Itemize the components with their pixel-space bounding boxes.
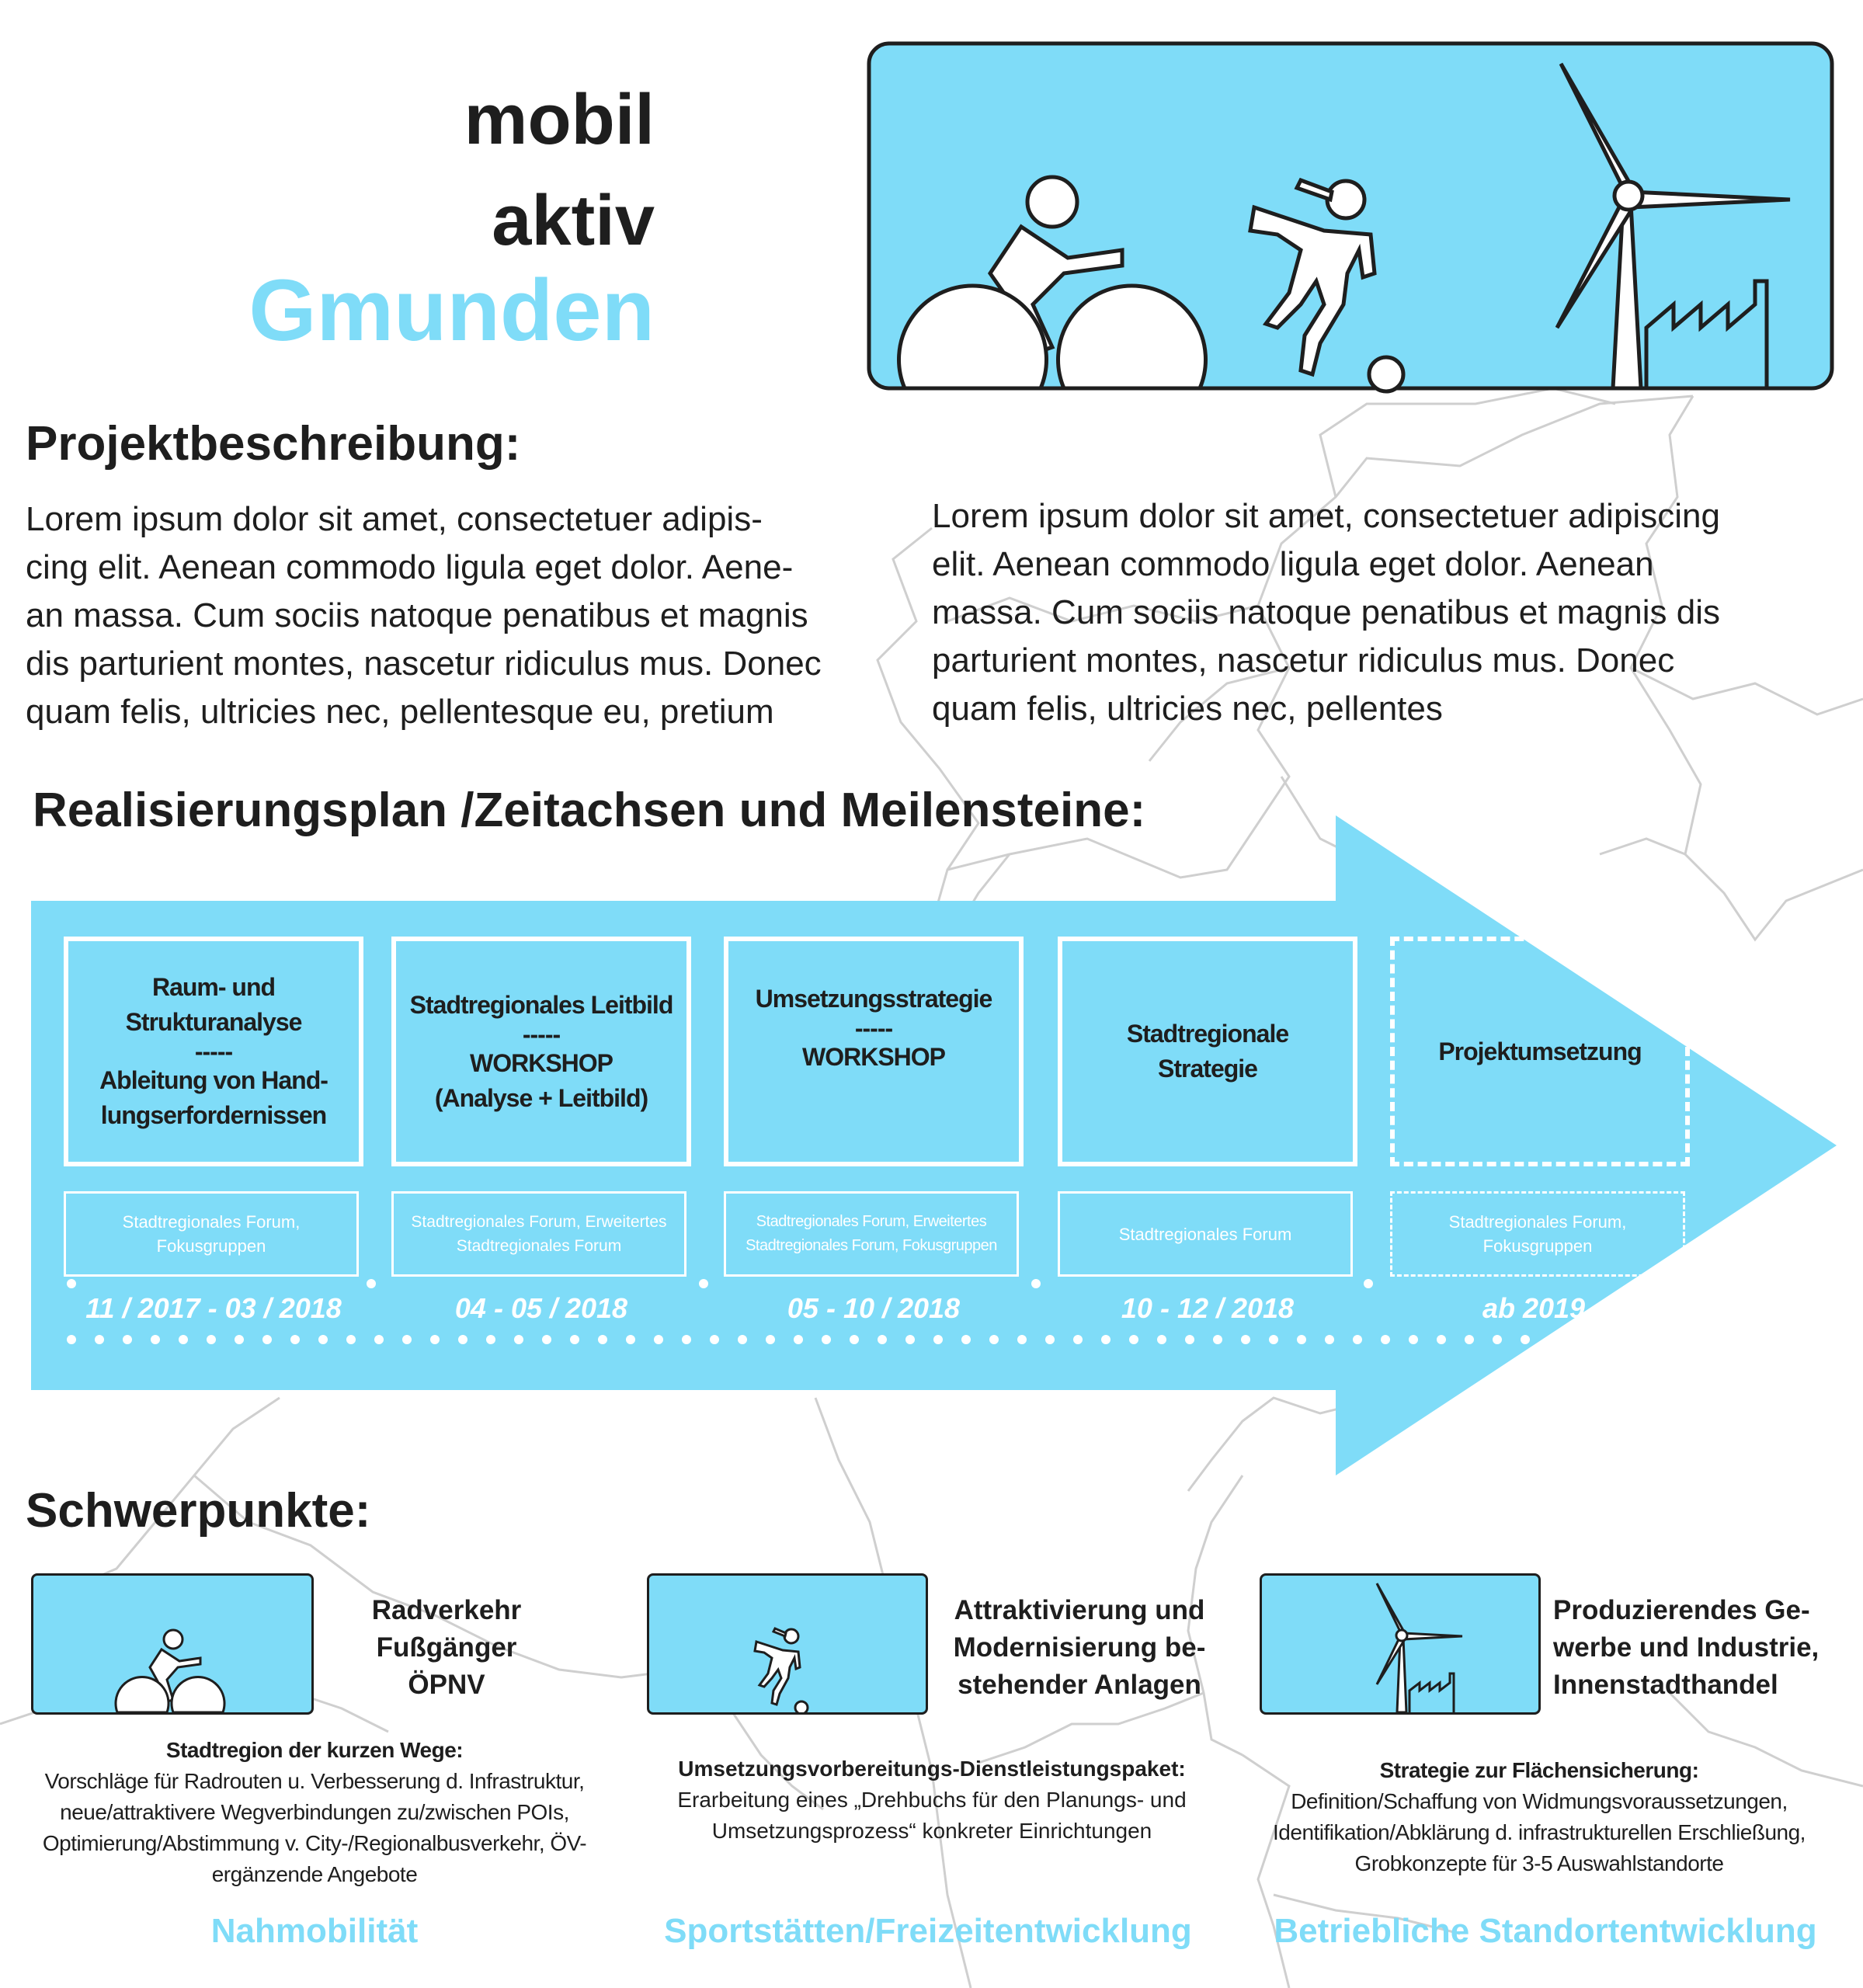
focus-1-description (23, 1735, 606, 1890)
focus-1-footer: Nahmobilität (210, 1912, 419, 1950)
title-mobil: mobil (464, 80, 655, 159)
stage-1 (64, 937, 363, 1166)
stage-3-title: Umsetzungsstrategie (755, 985, 992, 1013)
stage-2-date: 04 - 05 / 2018 (454, 1292, 628, 1324)
stage-1-line2: Ableitung von Hand- (99, 1066, 328, 1094)
stage-5 (1390, 937, 1690, 1166)
focus-3-caption: Produzierendes Ge- werbe und Industrie, Innenstadthandel (1553, 1595, 1820, 1700)
focus-3-description (1252, 1755, 1827, 1879)
stage-1-separator: ----- (194, 1037, 233, 1065)
factory-icon (1409, 1673, 1454, 1712)
stage-3-line2: WORKSHOP (802, 1043, 945, 1071)
ball-icon (795, 1701, 808, 1712)
focus-3-image (1260, 1573, 1541, 1715)
stage-5-title: Projektumsetzung (1438, 1037, 1642, 1065)
focus-3-footer: Betriebliche Standortentwicklung (1274, 1912, 1817, 1950)
focus-3-text: Definition/Schaffung von Widmungsvoraussetzungen, Identifikation/Abklärung d. infrastrukturellen Erschließung, Grobkonzepte für 3-5 Auswahlstandorte (1273, 1789, 1806, 1875)
stage-2-line2: WORKSHOP (470, 1048, 613, 1077)
focus-1-subtitle: Stadtregion der kurzen Wege: (165, 1738, 464, 1762)
cyclist-icon (33, 1576, 311, 1712)
stage-1-line3: lungserfordernissen (100, 1101, 327, 1129)
wind-turbine-icon (1262, 1576, 1538, 1712)
stage-1-title: Raum- und Strukturanalyse (125, 973, 302, 1036)
stage-1-forum: Stadtregionales Forum, Fokusgruppen (64, 1191, 359, 1277)
stage-2-separator: ----- (522, 1020, 561, 1048)
focus-1-text: Vorschläge für Radrouten u. Verbesserung d. Infrastruktur, neue/attraktivere Wegverbindungen zu/zwischen POIs, Optimierung/Abstimmung v. City-/Regionalbusverkehr, ÖV-ergänzende Angebote (42, 1769, 587, 1886)
description-heading: Projektbeschreibung: (26, 417, 521, 471)
title-aktiv: aktiv (492, 181, 655, 260)
focus-1-caption: Radverkehr Fußgänger ÖPNV (371, 1595, 522, 1700)
focus-2-text: Erarbeitung eines „Drehbuchs für den Planungs- und Umsetzungsprozess“ konkreter Einrichtungen (677, 1788, 1187, 1843)
focus-2-subtitle: Umsetzungsvorbereitungs-Dienstleistungspaket: (678, 1757, 1186, 1781)
stage-2-title: Stadtregionales Leitbild (409, 990, 673, 1019)
focus-heading: Schwerpunkte: (26, 1484, 371, 1538)
focus-2-description (637, 1753, 1227, 1847)
stage-3-forum: Stadtregionales Forum, Erweitertes Stadtregionales Forum, Fokusgruppen (724, 1191, 1019, 1277)
focus-3-subtitle: Strategie zur Flächensicherung: (1379, 1758, 1699, 1782)
focus-1-image (31, 1573, 314, 1715)
focus-2-image (647, 1573, 928, 1715)
description-column-2: Lorem ipsum dolor sit amet, consectetuer adipiscing elit. Aenean commodo ligula eget dolor. Aenean massa. Cum sociis natoque penatibus et magnis dis parturient montes, nascetur ridiculus mus. Donec quam felis, ultricies nec, pellentes (932, 497, 1720, 728)
stage-3-separator: ----- (854, 1014, 893, 1042)
ball-icon (1369, 357, 1403, 391)
description-column-1: Lorem ipsum dolor sit amet, consectetuer adipis- cing elit. Aenean commodo ligula eget dolor. Aene- an massa. Cum sociis natoque penatibus et magnis dis parturient montes, nascetur ridiculus mus. Donec quam felis, ultricies nec, pellentesque eu, pretium (26, 500, 822, 731)
runner-icon (649, 1576, 926, 1712)
stage-4-title: Stadtregionale (1126, 1020, 1289, 1048)
stage-4-forum: Stadtregionales Forum (1058, 1191, 1353, 1277)
stage-5-date: ab 2019 (1482, 1292, 1586, 1324)
stage-2-forum: Stadtregionales Forum, Erweitertes Stadtregionales Forum (391, 1191, 686, 1277)
stage-4 (1058, 937, 1357, 1166)
title-gmunden: Gmunden (249, 262, 655, 359)
stage-5-forum: Stadtregionales Forum, Fokusgruppen (1390, 1191, 1685, 1277)
hero-illustration (866, 40, 1837, 398)
stage-3 (724, 937, 1024, 1166)
focus-2-footer: Sportstätten/Freizeitentwicklung (664, 1912, 1192, 1950)
stage-4-date: 10 - 12 / 2018 (1121, 1292, 1295, 1324)
stage-4-line2: Strategie (1158, 1055, 1257, 1083)
stage-2-line3: (Analyse + Leitbild) (434, 1083, 648, 1112)
stage-3-date: 05 - 10 / 2018 (787, 1292, 961, 1324)
focus-2-caption: Attraktivierung und Modernisierung be- stehender Anlagen (953, 1595, 1206, 1700)
stage-1-date: 11 / 2017 - 03 / 2018 (85, 1292, 342, 1324)
stage-2 (391, 937, 691, 1166)
plan-heading: Realisierungsplan /Zeitachsen und Meilensteine: (33, 784, 1146, 837)
